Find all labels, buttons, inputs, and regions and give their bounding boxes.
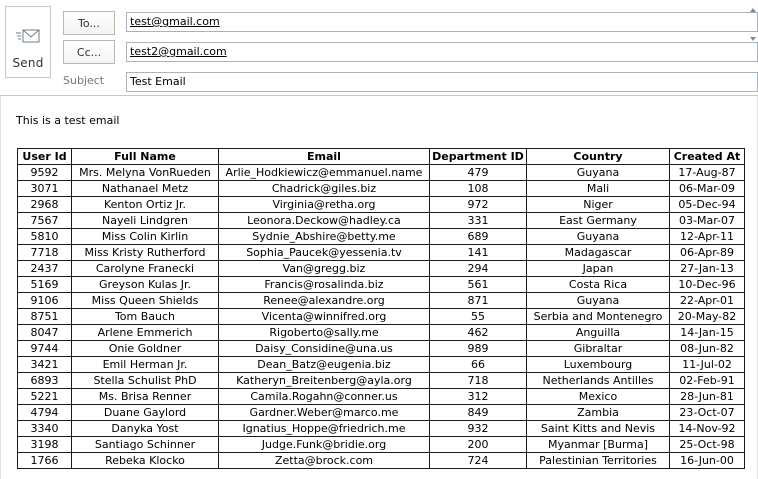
cell-created-at: 14-Jan-15	[670, 325, 745, 341]
cc-recipient[interactable]: test2@gmail.com	[130, 45, 227, 58]
cell-country: Japan	[527, 261, 670, 277]
cell-email: Rigoberto@sally.me	[219, 325, 430, 341]
cell-email: Chadrick@giles.biz	[219, 181, 430, 197]
cell-email: Gardner.Weber@marco.me	[219, 405, 430, 421]
cell-email: Virginia@retha.org	[219, 197, 430, 213]
cell-full-name: Mrs. Melyna VonRueden	[72, 165, 219, 181]
cell-full-name: Miss Kristy Rutherford	[72, 245, 219, 261]
cell-country: Madagascar	[527, 245, 670, 261]
cell-created-at: 27-Jan-13	[670, 261, 745, 277]
cell-user-id: 7718	[18, 245, 72, 261]
cell-email: Leonora.Deckow@hadley.ca	[219, 213, 430, 229]
cell-email: Vicenta@winnifred.org	[219, 309, 430, 325]
cell-department-id: 108	[430, 181, 527, 197]
cell-email: Judge.Funk@bridie.org	[219, 437, 430, 453]
cell-country: Guyana	[527, 293, 670, 309]
user-table	[17, 148, 745, 469]
table-row	[18, 277, 745, 293]
cell-full-name: Emil Herman Jr.	[72, 357, 219, 373]
cell-user-id: 3071	[18, 181, 72, 197]
cell-user-id: 6893	[18, 373, 72, 389]
send-label: Send	[12, 56, 44, 70]
table-row	[18, 309, 745, 325]
cell-created-at: 11-Jul-02	[670, 357, 745, 373]
cell-user-id: 9592	[18, 165, 72, 181]
cell-full-name: Danyka Yost	[72, 421, 219, 437]
cell-full-name: Miss Colin Kirlin	[72, 229, 219, 245]
scroll-up-arrow-icon[interactable]	[750, 8, 756, 12]
cell-department-id: 972	[430, 197, 527, 213]
cell-department-id: 989	[430, 341, 527, 357]
compose-header	[0, 0, 758, 96]
cell-department-id: 141	[430, 245, 527, 261]
cell-full-name: Arlene Emmerich	[72, 325, 219, 341]
cc-button[interactable]: Cc...	[63, 40, 115, 64]
cell-full-name: Tom Bauch	[72, 309, 219, 325]
cell-department-id: 462	[430, 325, 527, 341]
cell-full-name: Kenton Ortiz Jr.	[72, 197, 219, 213]
cell-full-name: Greyson Kulas Jr.	[72, 277, 219, 293]
cell-user-id: 3198	[18, 437, 72, 453]
cell-full-name: Santiago Schinner	[72, 437, 219, 453]
cell-full-name: Carolyne Franecki	[72, 261, 219, 277]
table-row	[18, 421, 745, 437]
table-header-row	[18, 149, 745, 165]
table-row	[18, 197, 745, 213]
table-row	[18, 357, 745, 373]
cell-department-id: 479	[430, 165, 527, 181]
cell-created-at: 12-Apr-11	[670, 229, 745, 245]
cell-user-id: 8047	[18, 325, 72, 341]
cell-full-name: Rebeka Klocko	[72, 453, 219, 469]
column-header-department-id: Department ID	[430, 149, 527, 165]
cell-user-id: 2968	[18, 197, 72, 213]
cell-department-id: 55	[430, 309, 527, 325]
table-row	[18, 293, 745, 309]
to-field[interactable]	[126, 12, 758, 32]
cell-country: Zambia	[527, 405, 670, 421]
table-row	[18, 341, 745, 357]
table-row	[18, 245, 745, 261]
column-header-user-id: User Id	[18, 149, 72, 165]
table-row	[18, 405, 745, 421]
cell-email: Sydnie_Abshire@betty.me	[219, 229, 430, 245]
cell-country: Guyana	[527, 165, 670, 181]
cell-country: Netherlands Antilles	[527, 373, 670, 389]
cell-created-at: 08-Jun-82	[670, 341, 745, 357]
to-button[interactable]: To...	[63, 11, 115, 35]
cell-user-id: 9106	[18, 293, 72, 309]
cell-full-name: Onie Goldner	[72, 341, 219, 357]
cell-department-id: 849	[430, 405, 527, 421]
cell-country: Mali	[527, 181, 670, 197]
cell-created-at: 22-Apr-01	[670, 293, 745, 309]
send-button[interactable]	[5, 6, 51, 78]
cell-created-at: 14-Nov-92	[670, 421, 745, 437]
cell-country: Anguilla	[527, 325, 670, 341]
cell-user-id: 9744	[18, 341, 72, 357]
cell-created-at: 17-Aug-87	[670, 165, 745, 181]
cell-country: Myanmar [Burma]	[527, 437, 670, 453]
cell-email: Arlie_Hodkiewicz@emmanuel.name	[219, 165, 430, 181]
column-header-email: Email	[219, 149, 430, 165]
cell-user-id: 3421	[18, 357, 72, 373]
cell-country: Palestinian Territories	[527, 453, 670, 469]
cell-email: Camila.Rogahn@conner.us	[219, 389, 430, 405]
cell-user-id: 4794	[18, 405, 72, 421]
cell-department-id: 312	[430, 389, 527, 405]
cell-country: Niger	[527, 197, 670, 213]
cell-country: Serbia and Montenegro	[527, 309, 670, 325]
cell-department-id: 724	[430, 453, 527, 469]
message-body[interactable]	[0, 96, 758, 479]
to-recipient[interactable]: test@gmail.com	[130, 15, 220, 28]
cell-user-id: 8751	[18, 309, 72, 325]
cell-user-id: 2437	[18, 261, 72, 277]
cell-country: Saint Kitts and Nevis	[527, 421, 670, 437]
cell-user-id: 5221	[18, 389, 72, 405]
cell-department-id: 871	[430, 293, 527, 309]
table-row	[18, 325, 745, 341]
cell-created-at: 06-Apr-89	[670, 245, 745, 261]
column-header-full-name: Full Name	[72, 149, 219, 165]
table-row	[18, 261, 745, 277]
table-row	[18, 437, 745, 453]
cell-created-at: 03-Mar-07	[670, 213, 745, 229]
cell-full-name: Nayeli Lindgren	[72, 213, 219, 229]
cell-country: Gibraltar	[527, 341, 670, 357]
cell-country: Luxembourg	[527, 357, 670, 373]
column-header-country: Country	[527, 149, 670, 165]
cell-department-id: 561	[430, 277, 527, 293]
cell-email: Zetta@brock.com	[219, 453, 430, 469]
subject-field[interactable]: Test Email	[126, 72, 758, 92]
scroll-down-arrow-icon[interactable]	[750, 37, 756, 41]
cell-country: Costa Rica	[527, 277, 670, 293]
message-text: This is a test email	[16, 114, 120, 127]
table-row	[18, 165, 745, 181]
cell-email: Dean_Batz@eugenia.biz	[219, 357, 430, 373]
cell-created-at: 20-May-82	[670, 309, 745, 325]
cell-created-at: 06-Mar-09	[670, 181, 745, 197]
cell-created-at: 05-Dec-94	[670, 197, 745, 213]
table-row	[18, 181, 745, 197]
cell-created-at: 10-Dec-96	[670, 277, 745, 293]
cell-user-id: 3340	[18, 421, 72, 437]
cell-full-name: Duane Gaylord	[72, 405, 219, 421]
cell-full-name: Ms. Brisa Renner	[72, 389, 219, 405]
cell-email: Daisy_Considine@una.us	[219, 341, 430, 357]
cell-email: Katheryn_Breitenberg@ayla.org	[219, 373, 430, 389]
cell-created-at: 28-Jun-81	[670, 389, 745, 405]
cell-country: Guyana	[527, 229, 670, 245]
cell-country: Mexico	[527, 389, 670, 405]
cell-full-name: Nathanael Metz	[72, 181, 219, 197]
table-header	[18, 149, 745, 165]
cell-email: Van@gregg.biz	[219, 261, 430, 277]
cell-created-at: 16-Jun-00	[670, 453, 745, 469]
cell-email: Sophia_Paucek@yessenia.tv	[219, 245, 430, 261]
cell-department-id: 932	[430, 421, 527, 437]
table-row	[18, 229, 745, 245]
cell-full-name: Miss Queen Shields	[72, 293, 219, 309]
cell-department-id: 294	[430, 261, 527, 277]
cell-created-at: 25-Oct-98	[670, 437, 745, 453]
subject-label: Subject	[63, 74, 105, 87]
send-envelope-icon	[15, 27, 41, 47]
cell-user-id: 7567	[18, 213, 72, 229]
cell-department-id: 66	[430, 357, 527, 373]
cell-full-name: Stella Schulist PhD	[72, 373, 219, 389]
column-header-created-at: Created At	[670, 149, 745, 165]
cell-email: Renee@alexandre.org	[219, 293, 430, 309]
table-row	[18, 389, 745, 405]
cell-email: Ignatius_Hoppe@friedrich.me	[219, 421, 430, 437]
cell-user-id: 1766	[18, 453, 72, 469]
cc-field[interactable]	[126, 42, 758, 62]
table-row	[18, 453, 745, 469]
table-body	[18, 165, 745, 469]
cell-email: Francis@rosalinda.biz	[219, 277, 430, 293]
cell-created-at: 23-Oct-07	[670, 405, 745, 421]
cell-department-id: 689	[430, 229, 527, 245]
cell-department-id: 331	[430, 213, 527, 229]
cell-department-id: 200	[430, 437, 527, 453]
table-row	[18, 213, 745, 229]
cell-user-id: 5169	[18, 277, 72, 293]
cell-user-id: 5810	[18, 229, 72, 245]
cell-created-at: 02-Feb-91	[670, 373, 745, 389]
cell-department-id: 718	[430, 373, 527, 389]
cell-country: East Germany	[527, 213, 670, 229]
table-row	[18, 373, 745, 389]
